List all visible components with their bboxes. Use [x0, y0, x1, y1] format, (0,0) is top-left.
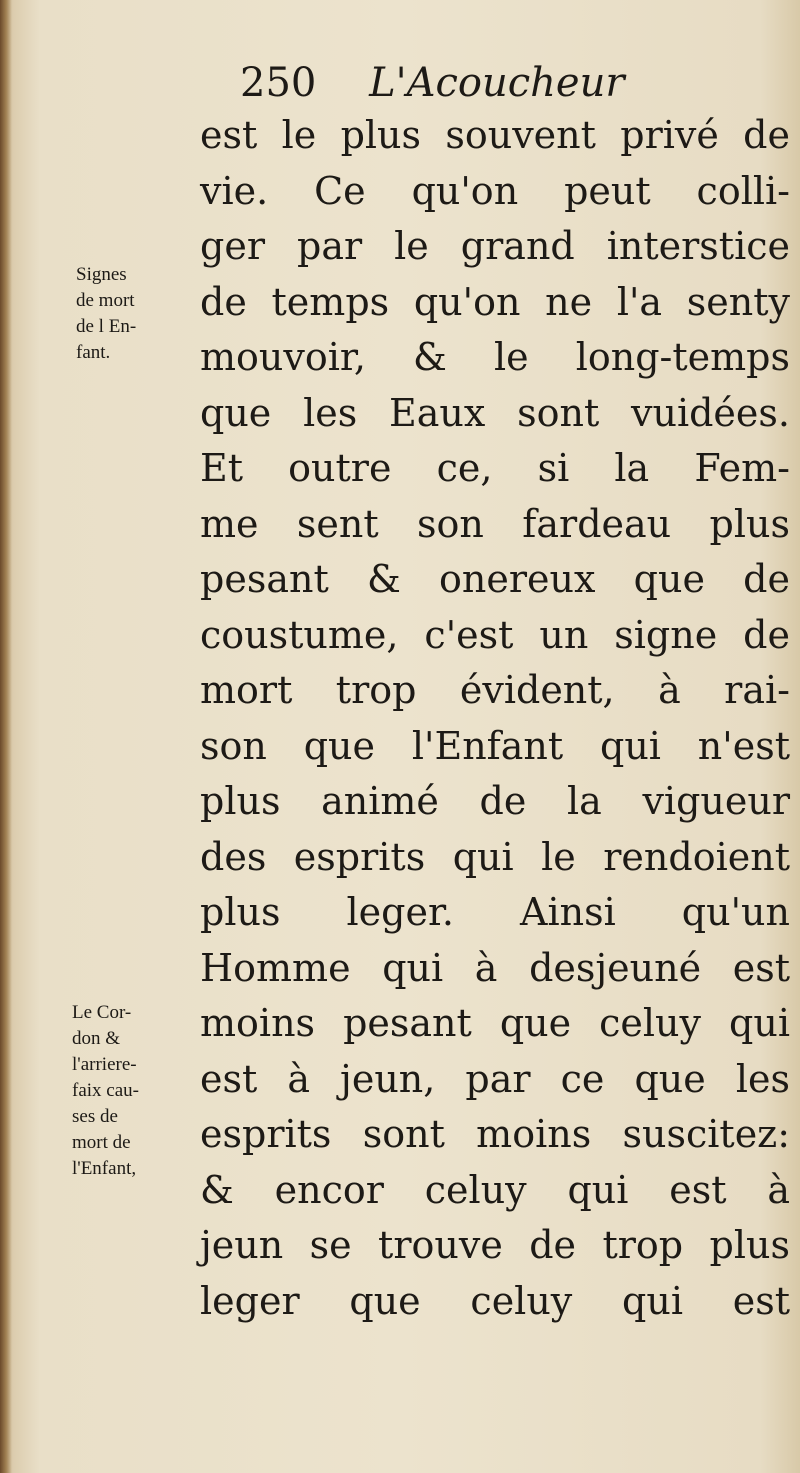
body-line: son que l'Enfant qui n'est [200, 723, 790, 768]
body-line: & encor celuy qui est à [200, 1167, 790, 1212]
body-line: ger par le grand interstice [200, 224, 790, 268]
margin-note-line: Le Cor- [72, 1002, 132, 1023]
book-spine-edge [0, 0, 12, 1473]
margin-note-line: mort de [72, 1132, 131, 1153]
margin-note-signes [76, 262, 192, 366]
margin-note-line: fant. [76, 342, 111, 363]
margin-note-line: don & [72, 1028, 121, 1049]
body-line: coustume, c'est un signe de [200, 612, 790, 657]
body-line: plus animé de la vigueur [200, 779, 790, 823]
body-line: vie. Ce qu'on peut colli- [200, 168, 790, 213]
body-line: mouvoir, & le long-temps [200, 335, 790, 379]
body-text [200, 108, 790, 1329]
margin-note-line: Signes [76, 264, 127, 285]
margin-note-cordon [72, 1000, 194, 1182]
margin-note-line: l'Enfant, [72, 1158, 137, 1179]
margin-note-line: l'arriere- [72, 1054, 137, 1075]
running-title: L'Acoucheur [369, 60, 625, 106]
body-line: leger que celuy qui est [200, 1278, 790, 1323]
body-line: esprits sont moins suscitez: [200, 1112, 790, 1156]
body-line: moins pesant que celuy qui [200, 1001, 790, 1045]
page-number: 250 [240, 60, 317, 106]
body-line: est à jeun, par ce que les [200, 1056, 790, 1101]
margin-note-line: de mort [76, 290, 135, 311]
body-line: des esprits qui le rendoient [200, 834, 790, 879]
body-line: est le plus souvent privé de [200, 113, 790, 157]
body-line: Homme qui à desjeuné est [200, 945, 790, 990]
body-line: Et outre ce, si la Fem- [200, 446, 790, 490]
body-line: de temps qu'on ne l'a senty [200, 279, 790, 324]
body-line: plus leger. Ainsi qu'un [200, 890, 790, 934]
body-line: pesant & onereux que de [200, 557, 790, 601]
margin-note-line: ses de [72, 1106, 118, 1127]
body-line: jeun se trouve de trop plus [200, 1223, 790, 1267]
body-line: que les Eaux sont vuidées. [200, 390, 790, 435]
body-line: me sent son fardeau plus [200, 501, 790, 546]
margin-note-line: de l En- [76, 316, 137, 337]
body-line: mort trop évident, à rai- [200, 668, 790, 712]
margin-note-line: faix cau- [72, 1080, 139, 1101]
